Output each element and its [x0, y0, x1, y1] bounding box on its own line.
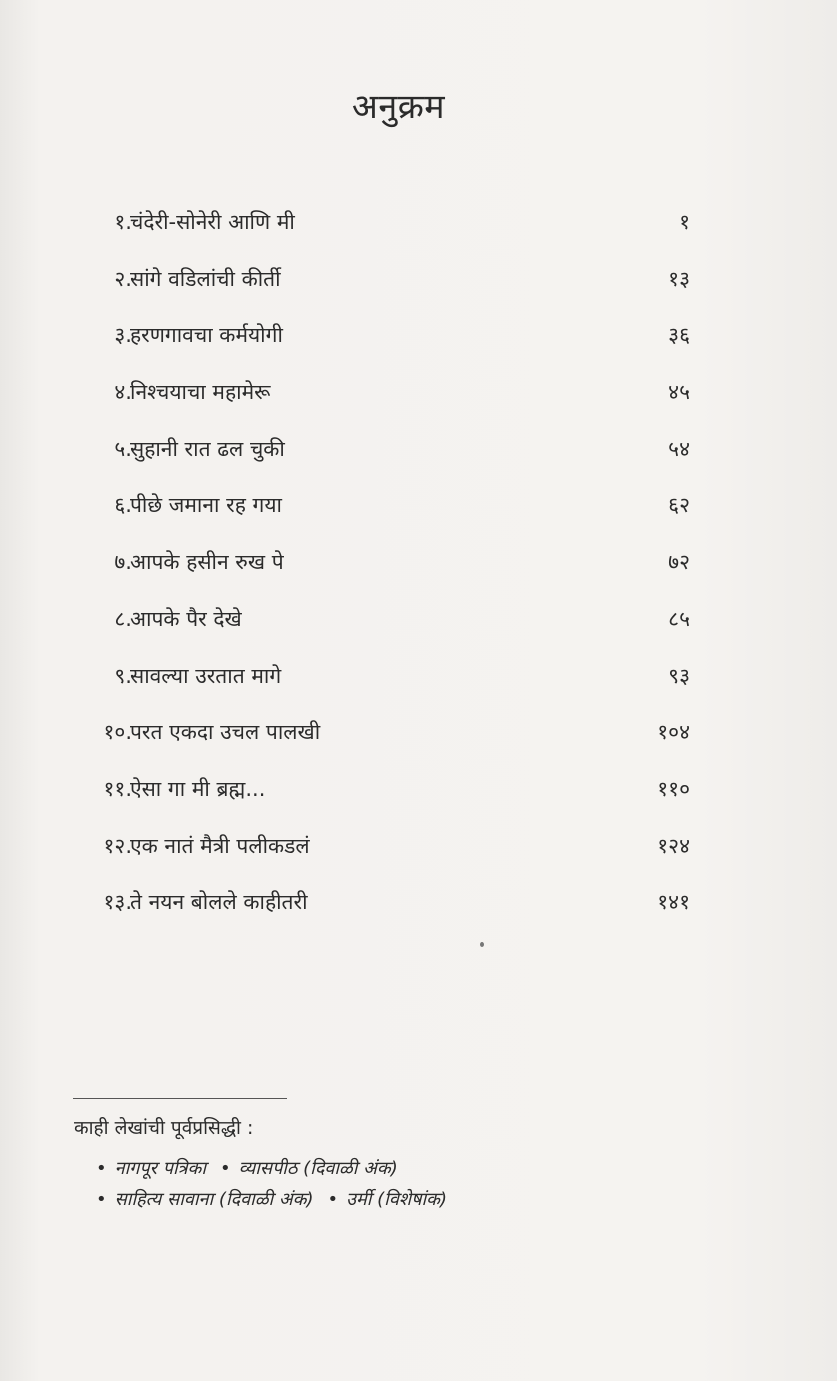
toc-title: पीछे जमाना रह गया: [130, 493, 282, 518]
footnote-line: [96, 1156, 412, 1180]
toc-row: [60, 654, 700, 711]
toc-page-number: ६२: [668, 493, 690, 518]
toc-page-number: ११०: [657, 776, 690, 801]
toc-page-number: १०४: [657, 720, 690, 745]
toc-page-number: १४१: [657, 890, 690, 915]
bullet: •: [96, 1189, 107, 1210]
toc-page-number: ४५: [668, 380, 690, 405]
toc-number: १.: [114, 210, 132, 234]
table-of-contents: [60, 200, 700, 937]
toc-row: [60, 880, 700, 937]
footnote-divider: [73, 1098, 287, 1099]
toc-number: १३.: [103, 890, 132, 915]
toc-number: २.: [114, 266, 132, 291]
print-speck: [480, 942, 484, 947]
bullet: •: [327, 1189, 339, 1210]
toc-title: परत एकदा उचल पालखी: [130, 720, 321, 745]
toc-number: ६.: [114, 493, 132, 518]
toc-title: चंदेरी-सोनेरी आणि मी: [130, 210, 295, 234]
toc-title: हरणगावचा कर्मयोगी: [130, 323, 283, 348]
toc-row: [60, 257, 700, 314]
footnote-heading: काही लेखांची पूर्वप्रसिद्धी :: [74, 1117, 254, 1139]
toc-row: [60, 597, 700, 654]
toc-title: सावल्या उरतात मागे: [130, 663, 282, 688]
toc-page-number: १२४: [657, 833, 690, 858]
toc-title: ऐसा गा मी ब्रह्म...: [130, 776, 266, 801]
toc-row: [60, 483, 700, 540]
publication-item: साहित्य सावाना (दिवाळी अंक): [114, 1189, 314, 1210]
toc-number: ९.: [114, 663, 132, 688]
toc-row: [60, 824, 700, 881]
toc-title: आपके हसीन रुख पे: [130, 550, 284, 575]
toc-row: [60, 200, 700, 257]
toc-row: [60, 427, 700, 484]
toc-title: एक नातं मैत्री पलीकडलं: [130, 833, 310, 858]
toc-number: ७.: [114, 550, 132, 575]
page-title: अनुक्रम: [351, 87, 446, 127]
toc-title: ते नयन बोलले काहीतरी: [130, 890, 308, 915]
toc-number: ३.: [114, 323, 132, 348]
toc-page-number: १: [679, 210, 690, 234]
toc-number: ४.: [114, 380, 132, 405]
bullet: •: [220, 1158, 231, 1179]
toc-number: ८.: [114, 606, 132, 631]
publication-item: व्यासपीठ (दिवाळी अंक): [238, 1158, 398, 1179]
footnote-line: [96, 1187, 461, 1211]
toc-row: [60, 767, 700, 824]
toc-title: सांगे वडिलांची कीर्ती: [130, 266, 281, 291]
toc-page-number: ५४: [668, 436, 690, 461]
toc-title: निश्चयाचा महामेरू: [130, 380, 271, 405]
toc-row: [60, 710, 700, 767]
toc-number: १२.: [103, 833, 132, 858]
toc-page-number: ३६: [668, 323, 690, 348]
toc-page-number: ७२: [668, 550, 690, 575]
toc-page-number: १३: [668, 266, 690, 291]
publication-item: उर्मी (विशेषांक): [346, 1189, 447, 1210]
toc-title: आपके पैर देखे: [130, 606, 242, 631]
toc-page-number: ८५: [668, 606, 690, 631]
toc-number: ५.: [114, 436, 132, 461]
toc-number: ११.: [103, 776, 132, 801]
publication-item: नागपूर पत्रिका: [114, 1158, 207, 1179]
toc-title: सुहानी रात ढल चुकी: [130, 436, 285, 461]
toc-number: १०.: [103, 720, 132, 745]
toc-row: [60, 370, 700, 427]
toc-page-number: ९३: [668, 663, 690, 688]
toc-row: [60, 313, 700, 370]
bullet: •: [96, 1158, 107, 1179]
toc-row: [60, 540, 700, 597]
